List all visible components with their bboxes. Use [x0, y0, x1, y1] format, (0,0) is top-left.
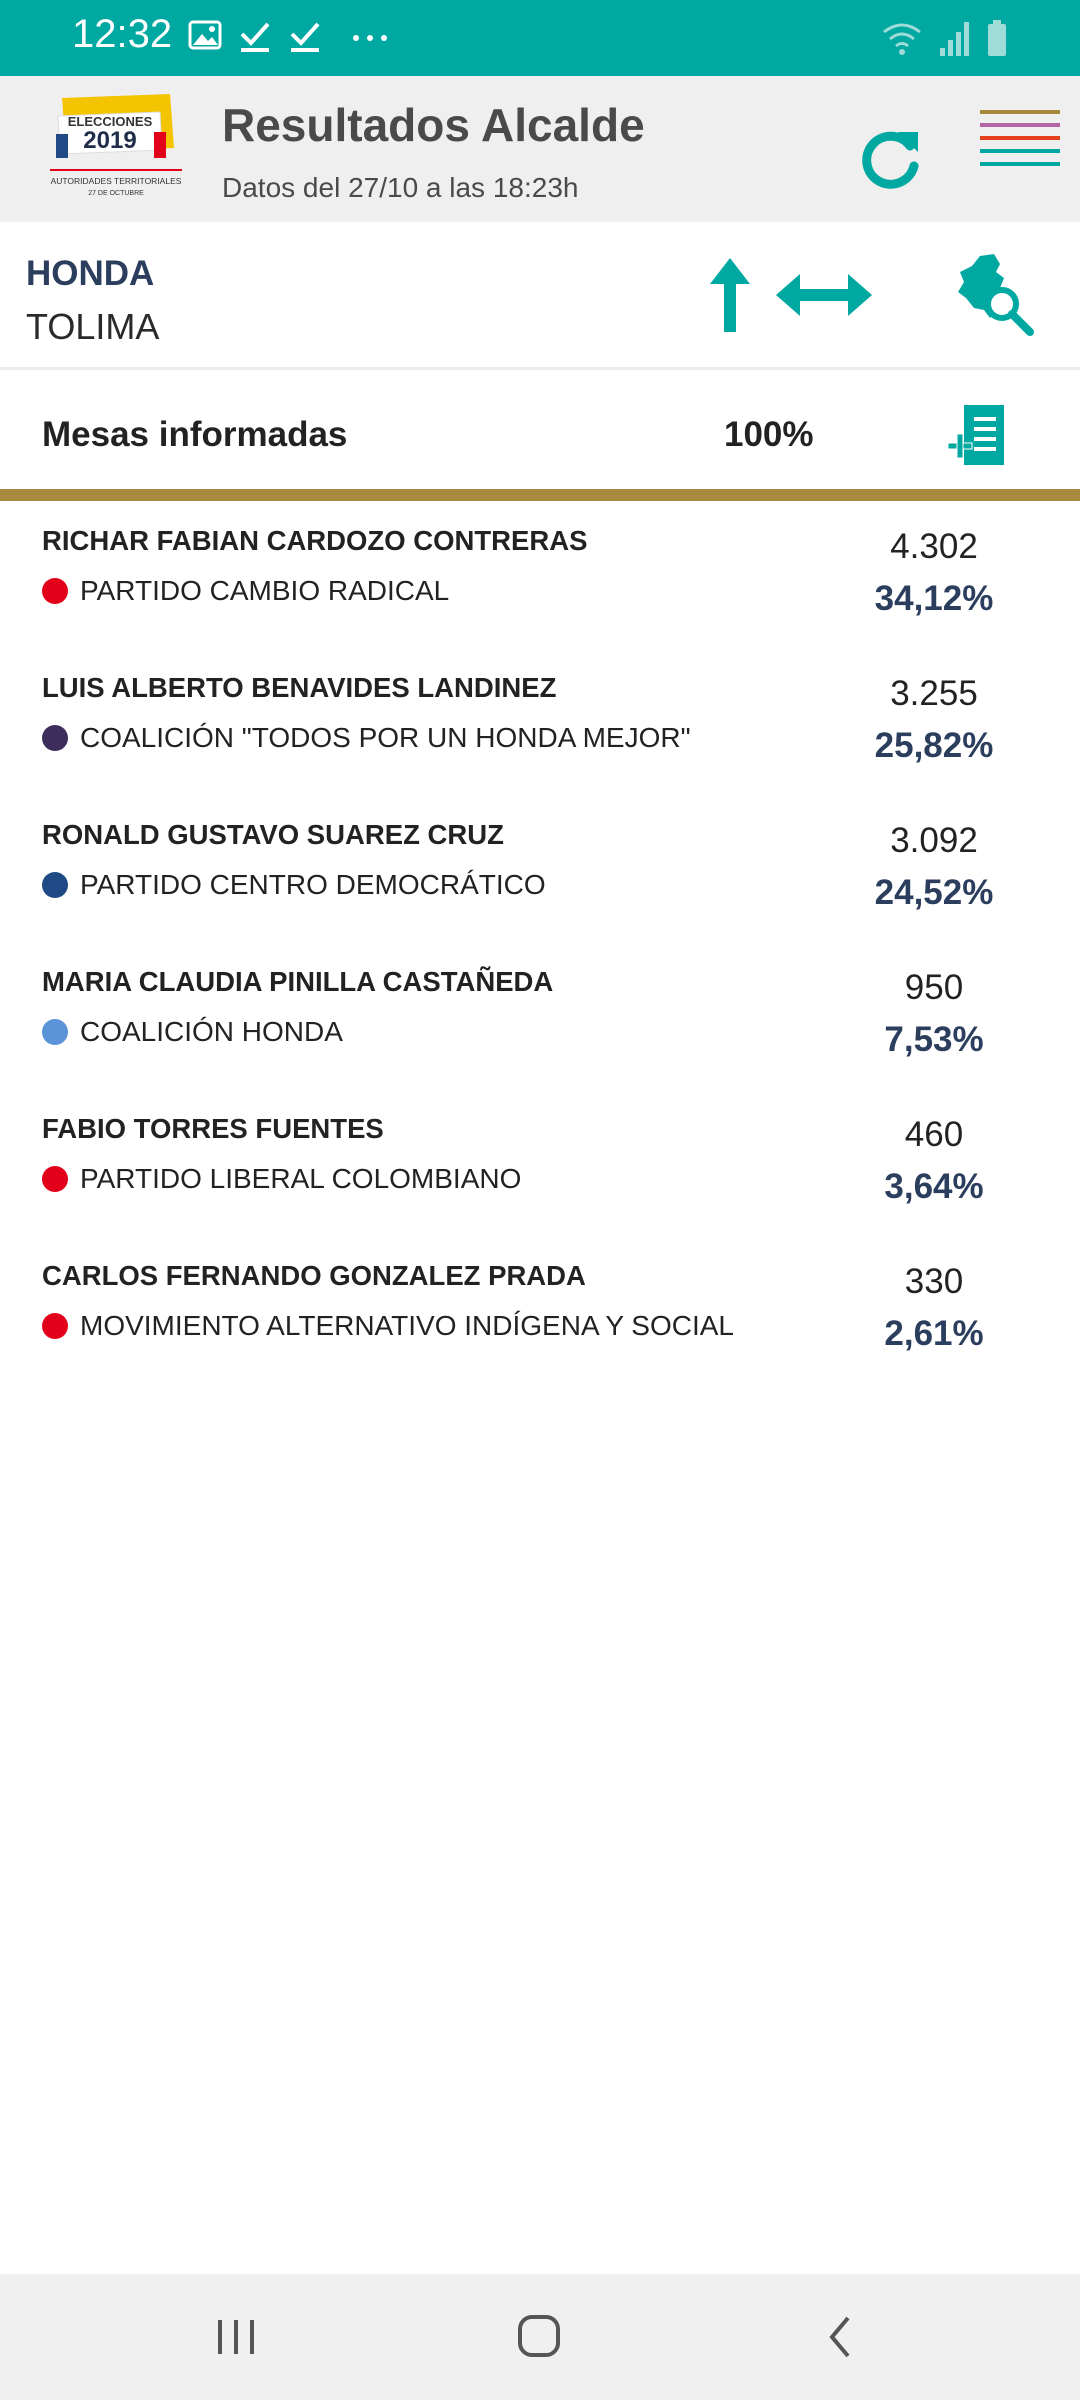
candidate-row[interactable] [0, 648, 1080, 795]
candidate-name: MARIA CLAUDIA PINILLA CASTAÑEDA [42, 966, 554, 997]
refresh-icon [867, 132, 918, 184]
party-name: PARTIDO LIBERAL COLOMBIANO [80, 1163, 522, 1194]
logo-year: 2019 [83, 127, 137, 154]
vote-percent: 34,12% [874, 579, 994, 618]
menu-icon [980, 110, 1060, 166]
vote-percent: 7,53% [884, 1020, 984, 1059]
candidate-name: RONALD GUSTAVO SUAREZ CRUZ [42, 819, 504, 850]
party-color-dot [42, 1166, 68, 1192]
party-color-dot [42, 578, 68, 604]
back-button[interactable] [812, 2312, 872, 2362]
mesas-summary [0, 373, 1080, 489]
candidate-name: CARLOS FERNANDO GONZALEZ PRADA [42, 1260, 586, 1291]
colombia-map-search-icon [958, 254, 1030, 332]
candidate-list [0, 501, 1080, 1383]
back-icon [832, 2318, 848, 2356]
mesas-label: Mesas informadas [42, 415, 348, 454]
candidate-row[interactable] [0, 795, 1080, 942]
map-search-button[interactable] [950, 248, 1040, 338]
candidate-row[interactable] [0, 942, 1080, 1089]
party-name: COALICIÓN "TODOS POR UN HONDA MEJOR" [80, 722, 691, 753]
vote-count: 460 [904, 1115, 964, 1154]
vote-count: 4.302 [890, 527, 978, 566]
status-time: 12:32 [72, 12, 173, 56]
mesas-value: 100% [724, 415, 814, 454]
vote-count: 3.092 [890, 821, 978, 860]
check-icon [288, 16, 322, 56]
party-color-dot [42, 872, 68, 898]
candidate-name: RICHAR FABIAN CARDOZO CONTRERAS [42, 525, 588, 556]
more-notifications-icon [350, 16, 390, 56]
vote-percent: 2,61% [884, 1314, 984, 1353]
logo-line4: 27 DE OCTUBRE [88, 190, 144, 197]
system-nav-bar [0, 2274, 1080, 2400]
battery-icon [986, 18, 1008, 58]
add-document-icon [948, 405, 1004, 465]
party [42, 722, 691, 754]
party-color-dot [42, 1313, 68, 1339]
party [42, 575, 449, 607]
party-name: MOVIMIENTO ALTERNATIVO INDÍGENA Y SOCIAL [80, 1310, 735, 1341]
party [42, 1016, 343, 1048]
party [42, 1163, 521, 1195]
party-color-dot [42, 1019, 68, 1045]
vote-percent: 3,64% [884, 1167, 984, 1206]
check-icon [238, 16, 272, 56]
arrow-up-icon [710, 258, 750, 332]
vote-count: 330 [904, 1262, 964, 1301]
refresh-button[interactable] [850, 120, 930, 200]
location-bar [0, 222, 1080, 370]
page-title: Resultados Alcalde [222, 99, 645, 151]
status-bar [0, 0, 1080, 76]
report-button[interactable] [946, 403, 1012, 469]
data-timestamp: Datos del 27/10 a las 18:23h [222, 172, 579, 203]
arrow-left-right-icon [776, 274, 872, 316]
candidate-row[interactable] [0, 501, 1080, 648]
party-name: PARTIDO CAMBIO RADICAL [80, 575, 450, 606]
candidate-row[interactable] [0, 1089, 1080, 1236]
logo-line3: AUTORIDADES TERRITORIALES [50, 176, 182, 186]
home-button[interactable] [508, 2312, 568, 2362]
candidate-name: FABIO TORRES FUENTES [42, 1113, 384, 1144]
go-up-button[interactable] [706, 258, 754, 332]
party [42, 1310, 734, 1342]
app-header [0, 76, 1080, 222]
compare-button[interactable] [776, 270, 872, 320]
party-name: PARTIDO CENTRO DEMOCRÁTICO [80, 869, 546, 900]
department-name: TOLIMA [26, 306, 160, 347]
party-name: COALICIÓN HONDA [80, 1016, 343, 1047]
image-icon [188, 16, 222, 56]
recent-apps-button[interactable] [206, 2312, 266, 2362]
party [42, 869, 546, 901]
logo-line1: ELECCIONES [67, 114, 153, 129]
divider [0, 489, 1080, 501]
party-color-dot [42, 725, 68, 751]
vote-count: 950 [904, 968, 964, 1007]
home-icon [520, 2317, 558, 2355]
wifi-icon [880, 18, 924, 58]
menu-button[interactable] [980, 110, 1060, 190]
candidate-row[interactable] [0, 1236, 1080, 1383]
elecciones-2019-logo [42, 94, 192, 204]
vote-count: 3.255 [890, 674, 978, 713]
signal-icon [938, 18, 972, 58]
recent-apps-icon [218, 2320, 254, 2354]
municipality-name: HONDA [26, 254, 155, 293]
candidate-name: LUIS ALBERTO BENAVIDES LANDINEZ [42, 672, 557, 703]
vote-percent: 24,52% [874, 873, 994, 912]
vote-percent: 25,82% [874, 726, 994, 765]
